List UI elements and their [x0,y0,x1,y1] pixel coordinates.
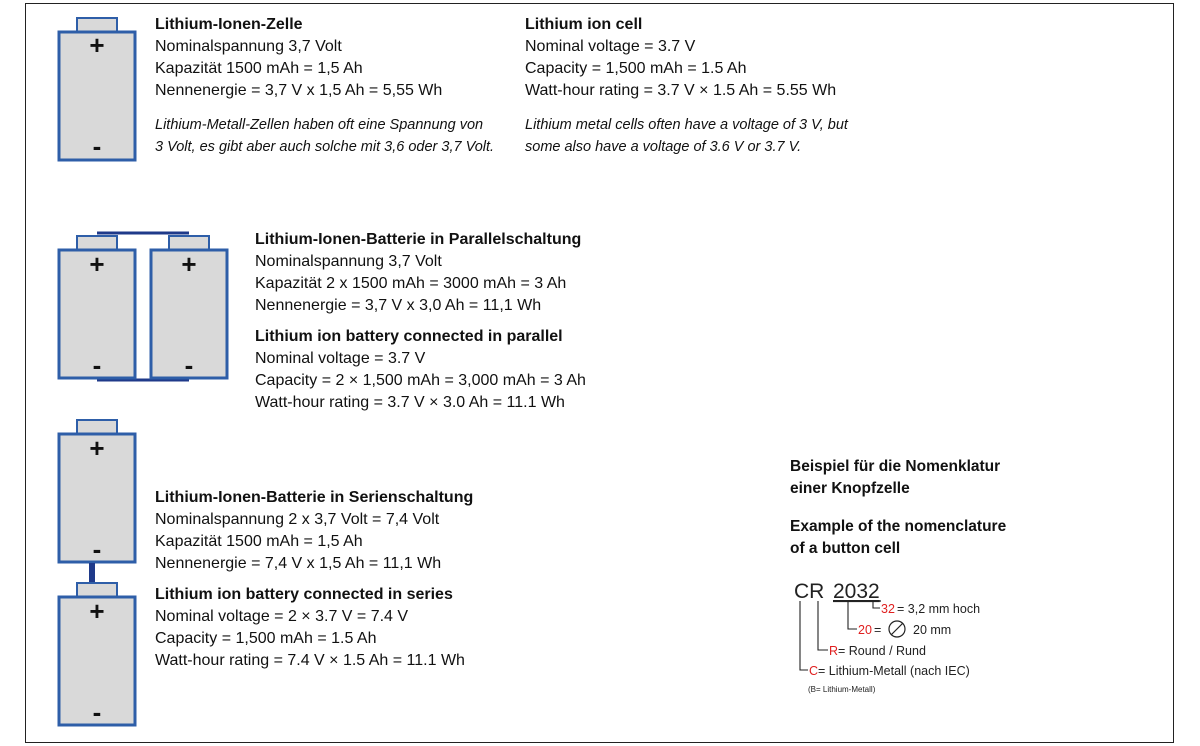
parallel-capacity-de: Kapazität 2 x 1500 mAh = 3000 mAh = 3 Ah [255,275,567,292]
leader-chemistry [800,601,808,670]
single-cell-minus: - [92,131,102,161]
single-cell-title-de: Lithium-Ionen-Zelle [155,16,303,33]
single-cell-capacity-de: Kapazität 1500 mAh = 1,5 Ah [155,60,363,77]
single-cell-plus: + [89,30,105,60]
parallel-energy-de: Nennenergie = 3,7 V x 3,0 Ah = 11,1 Wh [255,297,542,314]
nomenclature-heading-en-2: of a button cell [790,540,901,557]
nomenclature-heading-en-1: Example of the nomenclature [790,518,1007,535]
series-energy-en: Watt-hour rating = 7.4 V × 1.5 Ah = 11.1 Wh [155,652,465,669]
parallel-cell-2-minus: - [184,350,194,380]
single-cell-note-de-2: 3 Volt, es gibt aber auch solche mit 3,6 oder 3,7 Volt. [155,139,495,155]
single-cell-voltage-de: Nominalspannung 3,7 Volt [155,38,342,55]
single-cell-note-de-1: Lithium-Metall-Zellen haben oft eine Spannung von [155,117,484,133]
series-capacity-en: Capacity = 1,500 mAh = 1.5 Ah [155,630,377,647]
single-cell-voltage-en: Nominal voltage = 3.7 V [525,38,696,55]
code-diameter-meaning: 20 mm [913,623,952,637]
parallel-cell-1-plus: + [89,249,105,279]
parallel-voltage-de: Nominalspannung 3,7 Volt [255,253,442,270]
code-diameter-digits: 20 [858,623,872,637]
single-cell-note-en-1: Lithium metal cells often have a voltage of 3 V, but [525,117,848,133]
series-voltage-en: Nominal voltage = 2 × 3.7 V = 7.4 V [155,608,409,625]
single-cell-energy-en: Watt-hour rating = 3.7 V × 1.5 Ah = 5.55 Wh [525,82,837,99]
code-footnote: (B= Lithium-Metall) [808,685,876,694]
series-energy-de: Nennenergie = 7,4 V x 1,5 Ah = 11,1 Wh [155,555,442,572]
series-capacity-de: Kapazität 1500 mAh = 1,5 Ah [155,533,363,550]
single-cell-energy-de: Nennenergie = 3,7 V x 1,5 Ah = 5,55 Wh [155,82,443,99]
parallel-title-en: Lithium ion battery connected in parallel [255,328,563,345]
parallel-title-de: Lithium-Ionen-Batterie in Parallelschaltung [255,231,582,248]
leader-round [818,601,828,650]
parallel-energy-en: Watt-hour rating = 3.7 V × 3.0 Ah = 11.1 Wh [255,394,565,411]
parallel-cell-1-minus: - [92,350,102,380]
parallel-capacity-en: Capacity = 2 × 1,500 mAh = 3,000 mAh = 3 Ah [255,372,586,389]
code-letters: CR [794,580,825,603]
series-cell-1-plus: + [89,433,105,463]
code-diameter-equals: = [874,623,882,637]
series-cell-2-plus: + [89,596,105,626]
nomenclature-heading-de-1: Beispiel für die Nomenklatur [790,458,1001,475]
diameter-symbol-icon [889,621,905,637]
code-height-meaning: = 3,2 mm hoch [897,602,981,616]
series-voltage-de: Nominalspannung 2 x 3,7 Volt = 7,4 Volt [155,511,440,528]
single-cell-title-en: Lithium ion cell [525,16,643,33]
series-cell-2-minus: - [92,697,102,727]
series-title-de: Lithium-Ionen-Batterie in Serienschaltung [155,489,474,506]
leader-diameter [848,601,857,629]
series-title-en: Lithium ion battery connected in series [155,586,453,603]
nomenclature-heading-de-2: einer Knopfzelle [790,480,910,497]
code-digits: 2032 [833,580,880,603]
parallel-cell-2-plus: + [181,249,197,279]
code-shape-meaning: = Round / Rund [838,644,926,658]
code-chemistry-meaning: = Lithium-Metall (nach IEC) [818,664,970,678]
parallel-voltage-en: Nominal voltage = 3.7 V [255,350,426,367]
series-cell-1-minus: - [92,534,102,564]
single-cell-note-en-2: some also have a voltage of 3.6 V or 3.7 V. [525,139,802,155]
code-height-digits: 32 [881,602,895,616]
code-chemistry-letter: C [809,664,819,678]
code-shape-letter: R [829,644,839,658]
single-cell-capacity-en: Capacity = 1,500 mAh = 1.5 Ah [525,60,747,77]
